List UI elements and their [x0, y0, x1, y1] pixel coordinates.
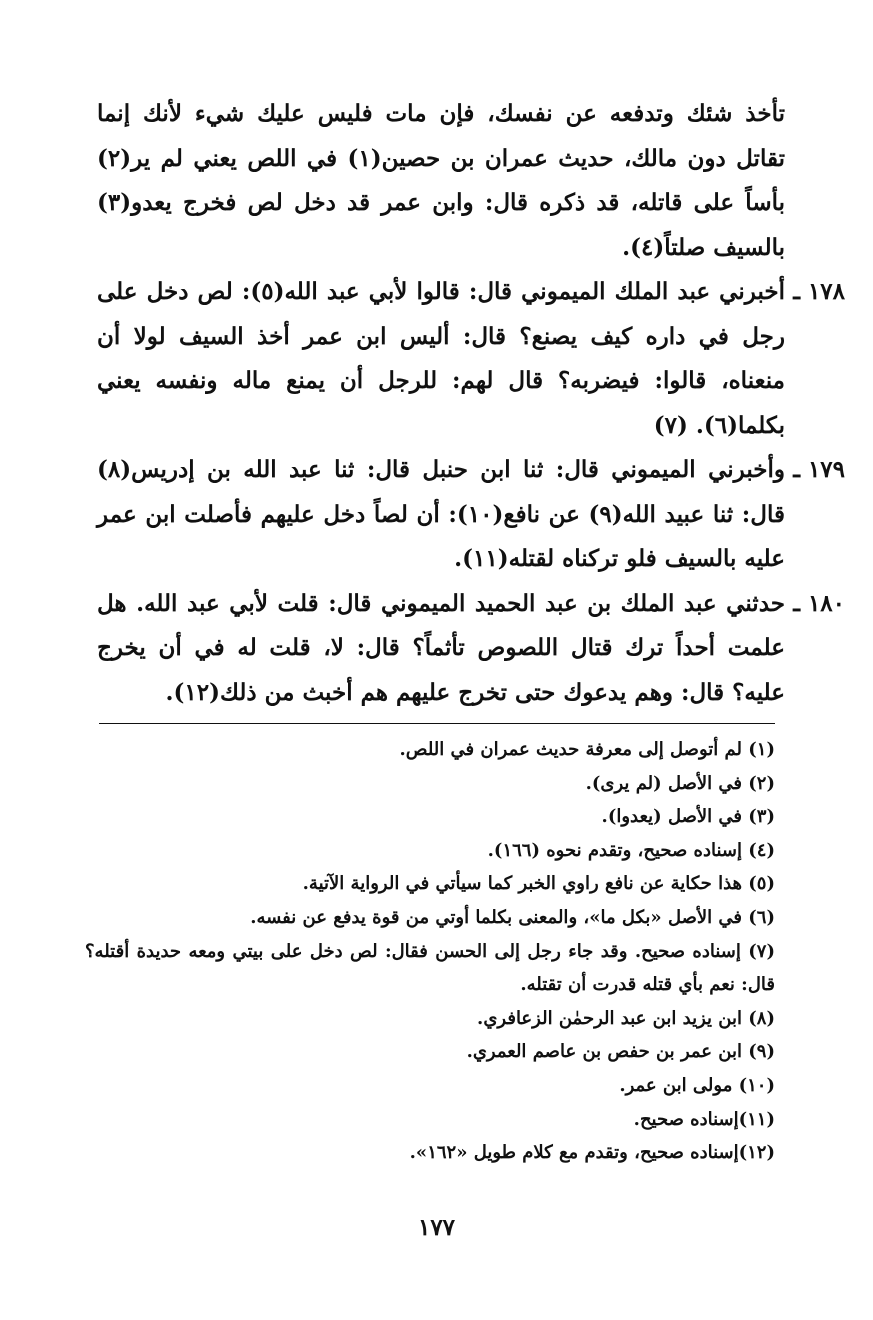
- footnote-9: (٩) ابن عمر بن حفص بن عاصم العمري.: [466, 1041, 775, 1063]
- hadith-178: [97, 270, 845, 448]
- hadith-number: ١٧٨ ـ: [793, 278, 845, 305]
- hadith-number: ١٨٠ ـ: [793, 589, 845, 617]
- footnote-3: (٣) في الأصل (يعدوا).: [601, 806, 775, 828]
- footnote-7: (٧) إسناده صحيح. وقد جاء رجل إلى الحسن فقال: لص دخل على بيتي ومعه حديدة أقتله؟ قال: نعم بأي قتله قدرت أن تقتله.: [85, 940, 775, 996]
- hadith-179: [97, 448, 845, 582]
- footnote-6: (٦) في الأصل «بكل ما»، والمعنى بكلما أوتي من قوة يدفع عن نفسه.: [250, 906, 775, 928]
- footnote-12: (١٢)إسناده صحيح، وتقدم مع كلام طويل «١٦٢».: [409, 1142, 775, 1164]
- footnote-4: (٤) إسناده صحيح، وتقدم نحوه (١٦٦).: [487, 839, 775, 861]
- hadith-180: [97, 582, 845, 716]
- footnote-2: (٢) في الأصل (لم يرى).: [585, 772, 775, 794]
- footnote-10: (١٠) مولى ابن عمر.: [619, 1074, 775, 1096]
- footnote-11: (١١)إسناده صحيح.: [633, 1108, 775, 1130]
- footnote-separator: [99, 723, 775, 724]
- hadith-number: ١٧٩ ـ: [793, 456, 845, 483]
- footnote-8: (٨) ابن يزيد ابن عبد الرحمٰن الزعافري.: [477, 1007, 775, 1029]
- main-text: [97, 92, 845, 715]
- continuation-paragraph: تأخذ شئك وتدفعه عن نفسك، فإن مات فليس عليك شيء لأنك إنما تقاتل دون مالك، حديث عمران بن حصين(١) في اللص يعني لم ير(٢) بأساً على قاتله، قد ذكره قال: وابن عمر قد دخل لص فخرج يعدو(٣) بالسيف صلتاً(٤).: [97, 100, 785, 261]
- hadith-text: حدثني عبد الملك بن عبد الحميد الميموني قال: قلت لأبي عبد الله. هل علمت أحداً ترك قتال اللصوص تأثماً؟ قال: لا، قلت له في أن يخرج عليه؟ قال: وهم يدعوك حتى تخرج عليهم هم أخبث من ذلك(١٢).: [97, 589, 785, 706]
- footnotes: [85, 733, 775, 1170]
- page-number: ١٧٧: [417, 1214, 456, 1241]
- hadith-text: وأخبرني الميموني قال: ثنا ابن حنبل قال: ثنا عبد الله بن إدريس(٨) قال: ثنا عبيد الله(٩) عن نافع(١٠): أن لصاً دخل عليهم فأصلت ابن عمر عليه بالسيف فلو تركناه لقتله(١١).: [97, 456, 785, 572]
- footnote-5: (٥) هذا حكاية عن نافع راوي الخبر كما سيأتي في الرواية الآتية.: [302, 873, 775, 895]
- footnote-1: (١) لم أتوصل إلى معرفة حديث عمران في اللص.: [399, 739, 775, 760]
- hadith-text: أخبرني عبد الملك الميموني قال: قالوا لأبي عبد الله(٥): لص دخل على رجل في داره كيف يصنع؟ قال: أليس ابن عمر أخذ السيف لولا أن منعناه، قالوا: فيضربه؟ قال لهم: للرجل أن يمنع ماله ونفسه يعني بكلما(٦). (٧): [97, 278, 785, 439]
